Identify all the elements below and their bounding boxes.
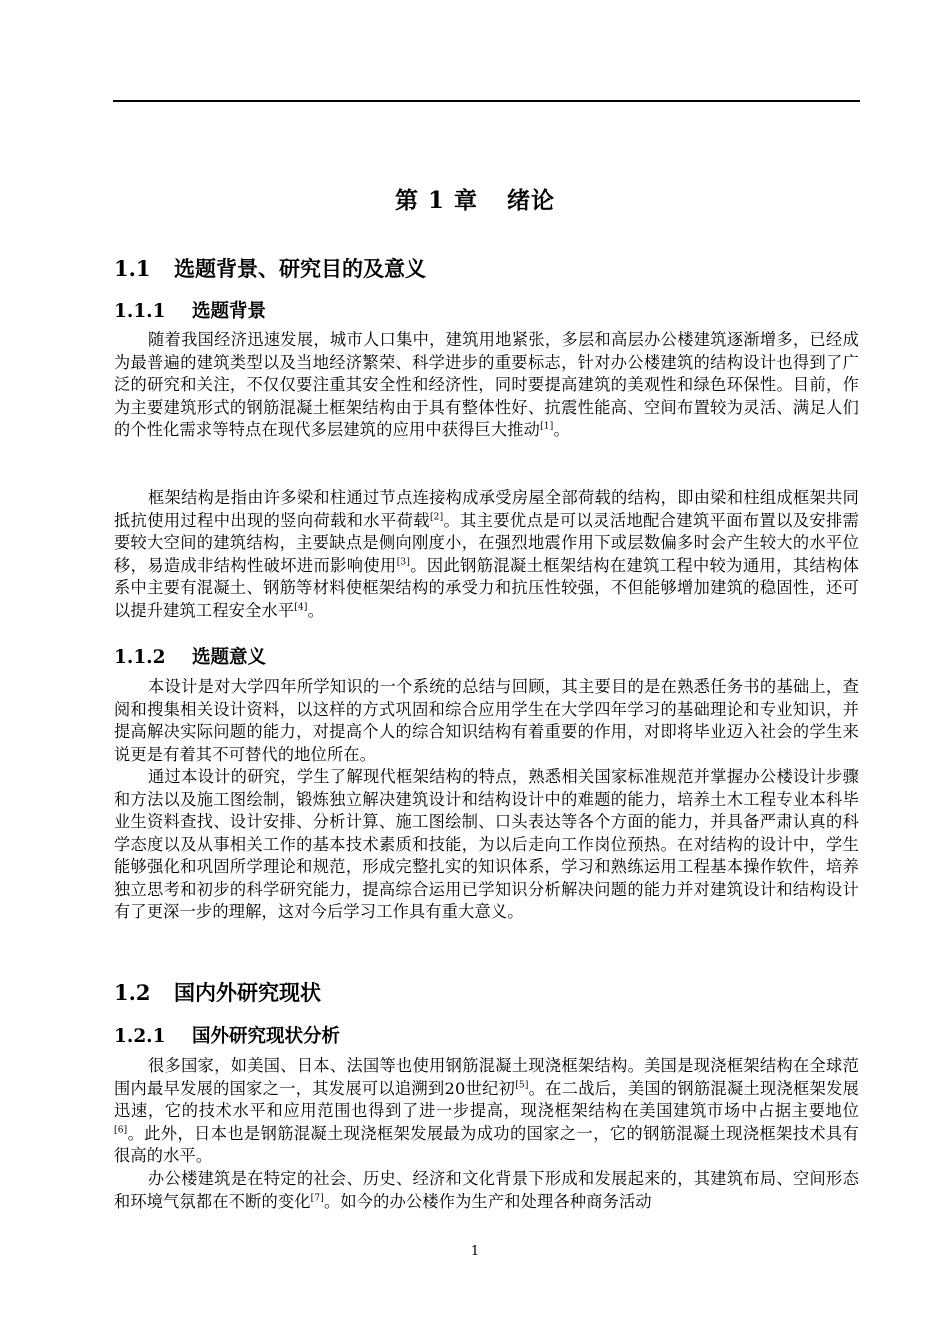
section-heading-1-1 xyxy=(114,253,426,283)
paragraph-significance-1: 本设计是对大学四年所学知识的一个系统的总结与回顾，其主要目的是在熟悉任务书的基础上，查阅和搜集相关设计资料，以这样的方式巩固和综合应用学生在大学四年学习的基础理论和专业知识，并提高解决实际问题的能力，对提高个人的综合知识结构有着重要的作用，对即将毕业迈入社会的学生来说更是有着其不可替代的地位所在。 xyxy=(114,677,859,764)
section-title: 国内外研究现状 xyxy=(174,980,321,1005)
subsection-title: 选题意义 xyxy=(192,647,267,668)
subsection-title: 国外研究现状分析 xyxy=(192,1026,341,1047)
chapter-number: 第 1 章 xyxy=(394,187,478,214)
chapter-name: 绪论 xyxy=(507,187,556,214)
chapter-title xyxy=(0,182,950,215)
citation: [3] xyxy=(396,557,411,568)
page-number: 1 xyxy=(470,1244,480,1259)
header-rule xyxy=(113,100,860,102)
paragraph-foreign-research-2: 办公楼建筑是在特定的社会、历史、经济和文化背景下形成和发展起来的，其建筑布局、空间形态和环境气氛都在不断的变化[7]。如今的办公楼作为生产和处理各种商务活动 xyxy=(114,1169,859,1211)
subsection-number: 1.1.1 xyxy=(114,301,166,322)
citation: [6] xyxy=(114,1125,128,1136)
subsection-heading-1-1-2 xyxy=(114,643,266,669)
citation: [5] xyxy=(515,1080,529,1091)
section-title: 选题背景、研究目的及意义 xyxy=(174,256,426,281)
paragraph-background-1: 随着我国经济迅速发展，城市人口集中，建筑用地紧张，多层和高层办公楼建筑逐渐增多，已经成为最普遍的建筑类型以及当地经济繁荣、科学进步的重要标志，针对办公楼建筑的结构设计也得到了广泛的研究和关注，不仅仅要注重其安全性和经济性，同时要提高建筑的美观性和绿色环保性。目前，作为主要建筑形式的钢筋混凝土框架结构由于具有整体性好、抗震性能高、空间布置较为灵活、满足人们的个性化需求等特点在现代多层建筑的应用中获得巨大推动[1]。 xyxy=(114,330,859,439)
citation: [7] xyxy=(310,1193,325,1204)
citation: [1] xyxy=(540,421,554,432)
citation: [2] xyxy=(429,512,444,523)
subsection-heading-1-2-1 xyxy=(114,1022,340,1048)
paragraph-foreign-research-1: 很多国家，如美国、日本、法国等也使用钢筋混凝土现浇框架结构。美国是现浇框架结构在全球范围内最早发展的国家之一，其发展可以追溯到20世纪初[5]。在二战后，美国的钢筋混凝土现浇框架发展迅速，它的技术水平和应用范围也得到了进一步提高，现浇框架结构在美国建筑市场中占据主要地位[6]。此外，日本也是钢筋混凝土现浇框架发展最为成功的国家之一，它的钢筋混凝土现浇框架技术具有很高的水平。 xyxy=(114,1056,860,1165)
year-number: 20 xyxy=(444,1078,466,1098)
subsection-number: 1.1.2 xyxy=(114,647,166,668)
subsection-number: 1.2.1 xyxy=(114,1026,166,1047)
section-number: 1.2 xyxy=(114,980,151,1005)
paragraph-significance-2: 通过本设计的研究，学生了解现代框架结构的特点，熟悉相关国家标准规范并掌握办公楼设计步骤和方法以及施工图绘制，锻炼独立解决建筑设计和结构设计中的难题的能力，培养土木工程专业本科毕业生资料查找、设计安排、分析计算、施工图绘制、口头表达等各个方面的能力，并具备严肃认真的科学态度以及从事相关工作的基本技术素质和技能，为以后走向工作岗位预热。在对结构的设计中，学生能够强化和巩固所学理论和规范，形成完整扎实的知识体系，学习和熟练运用工程基本操作软件，培养独立思考和初步的科学研究能力，提高综合运用已学知识分析解决问题的能力并对建筑设计和结构设计有了更深一步的理解，这对今后学习工作具有重大意义。 xyxy=(114,767,859,921)
section-heading-1-2 xyxy=(114,977,321,1007)
subsection-title: 选题背景 xyxy=(192,301,267,322)
subsection-heading-1-1-1 xyxy=(114,297,266,323)
citation: [4] xyxy=(294,602,308,613)
section-number: 1.1 xyxy=(114,256,151,281)
paragraph-background-2: 框架结构是指由许多梁和柱通过节点连接构成承受房屋全部荷载的结构，即由梁和柱组成框架共同抵抗使用过程中出现的竖向荷载和水平荷载[2]。其主要优点是可以灵活地配合建筑平面布置以及安排需要较大空间的建筑结构，主要缺点是侧向刚度小，在强烈地震作用下或层数偏多时会产生较大的水平位移，易造成非结构性破坏进而影响使用[3]。因此钢筋混凝土框架结构在建筑工程中较为通用，其结构体系中主要有混凝土、钢筋等材料使框架结构的承受力和抗压性较强，不但能够增加建筑的稳固性，还可以提升建筑工程安全水平[4]。 xyxy=(114,488,859,620)
